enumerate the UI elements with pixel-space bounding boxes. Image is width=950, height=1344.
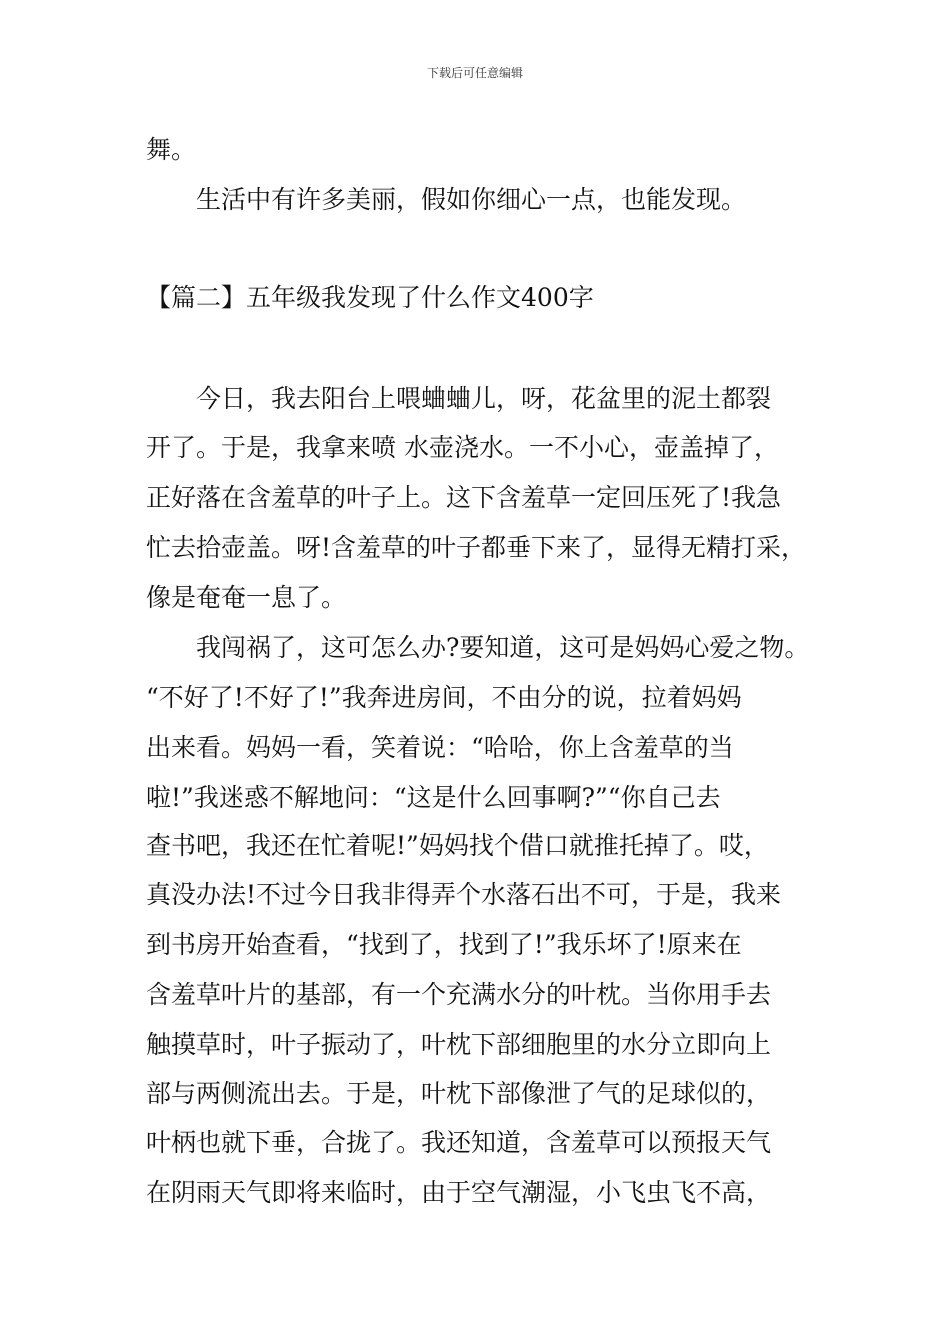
text-line: 触摸草时，叶子振动了，叶枕下部细胞里的水分立即向上 [146, 1030, 772, 1059]
text-line: 到书房开始查看，“找到了，找到了!”我乐坏了!原来在 [146, 930, 742, 959]
page-header: 下载后可任意编辑 [426, 66, 523, 80]
section-heading: 【篇二】五年级我发现了什么作文400字 [146, 283, 594, 312]
text-line: 啦!”我迷惑不解地问：“这是什么回事啊?”“你自己去 [146, 783, 721, 812]
text-line: 出来看。妈妈一看，笑着说：“哈哈，你上含羞草的当 [146, 733, 734, 762]
text-line: 真没办法!不过今日我非得弄个水落石出不可，于是，我来 [146, 880, 782, 909]
text-line: 我闯祸了，这可怎么办?要知道，这可是妈妈心爱之物。 [196, 633, 810, 662]
text-line: 叶柄也就下垂，合拢了。我还知道，含羞草可以预报天气 [146, 1128, 772, 1157]
text-line: 忙去拾壶盖。呀!含羞草的叶子都垂下来了，显得无精打采， [146, 533, 807, 562]
text-line: “不好了!不好了!”我奔进房间，不由分的说，拉着妈妈 [146, 683, 742, 712]
text-line: 含羞草叶片的基部，有一个充满水分的叶枕。当你用手去 [146, 980, 772, 1009]
text-line: 正好落在含羞草的叶子上。这下含羞草一定回压死了!我急 [146, 483, 782, 512]
text-line: 舞。 [146, 135, 197, 164]
text-line: 今日，我去阳台上喂蛐蛐儿，呀，花盆里的泥土都裂 [196, 384, 772, 413]
text-line: 部与两侧流出去。于是，叶枕下部像泄了气的足球似的， [146, 1079, 772, 1108]
text-line: 开了。于是，我拿来喷 水壶浇水。一不小心，壶盖掉了， [146, 433, 779, 462]
text-line: 生活中有许多美丽，假如你细心一点，也能发现。 [196, 185, 747, 214]
text-line: 在阴雨天气即将来临时，由于空气潮湿，小飞虫飞不高， [146, 1178, 772, 1207]
text-line: 像是奄奄一息了。 [146, 583, 347, 612]
text-line: 查书吧，我还在忙着呢!”妈妈找个借口就推托掉了。哎， [146, 831, 769, 860]
